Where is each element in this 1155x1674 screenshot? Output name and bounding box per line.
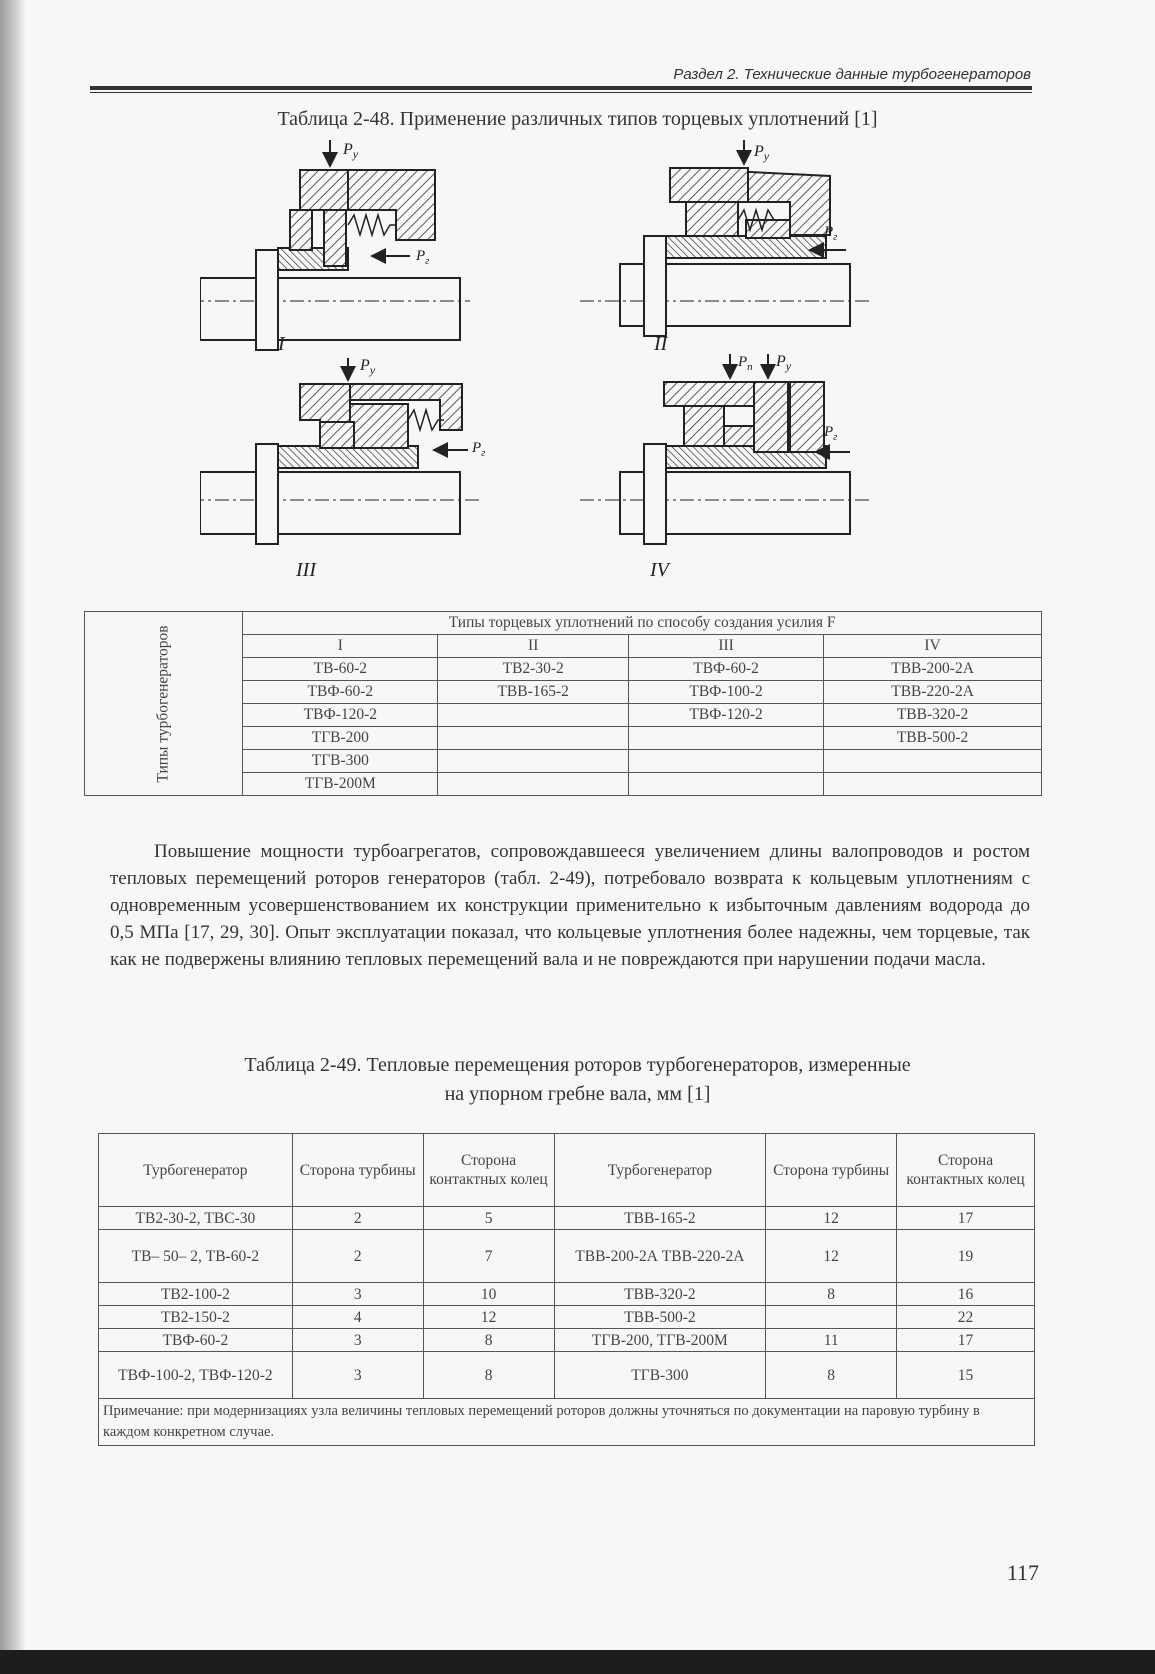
column-header: Сторона турбины [292, 1134, 423, 1207]
table-cell: ТВФ-60-2 [99, 1329, 293, 1352]
table-cell: ТВФ-120-2 [628, 704, 823, 727]
table-cell: ТВВ-500-2 [824, 727, 1042, 750]
svg-text:Pг: $P_г$ [824, 424, 838, 443]
table-2-48-header: Типы торцевых уплотнений по способу создания усилия F [243, 612, 1042, 635]
table-cell: ТВВ-165-2 [554, 1207, 766, 1230]
table-cell: ТВ2-30-2, ТВС-30 [99, 1207, 293, 1230]
table-cell: 2 [292, 1207, 423, 1230]
table-row [99, 1329, 1035, 1352]
table-cell: ТВВ-500-2 [554, 1306, 766, 1329]
column-header: I [243, 635, 438, 658]
table-2-49-caption-line2: на упорном гребне вала, мм [1] [444, 1083, 711, 1105]
table-cell: ТГВ-200М [243, 773, 438, 796]
table-cell: ТВФ-100-2 [628, 681, 823, 704]
scan-bottom-edge [0, 1650, 1155, 1674]
table-2-49 [98, 1133, 1035, 1446]
panel-label-II: II [654, 333, 668, 355]
svg-text:Pп: $P_п$ [738, 354, 753, 373]
table-cell: 3 [292, 1329, 423, 1352]
table-2-49-header-row [99, 1134, 1035, 1207]
table-cell: ТГВ-200, ТГВ-200М [554, 1329, 766, 1352]
svg-text:Pу: $P_у$ [754, 143, 770, 163]
table-cell [766, 1306, 897, 1329]
table-cell: ТВФ-60-2 [243, 681, 438, 704]
column-header: Турбогенератор [554, 1134, 766, 1207]
column-header: Сторона турбины [766, 1134, 897, 1207]
table-cell: 8 [766, 1283, 897, 1306]
table-cell: ТВ– 50– 2, ТВ-60-2 [99, 1230, 293, 1283]
table-cell: 8 [423, 1352, 554, 1399]
table-cell: ТВВ-320-2 [824, 704, 1042, 727]
table-cell: 4 [292, 1306, 423, 1329]
header-rule-thin [90, 92, 1032, 93]
table-cell: ТВ2-150-2 [99, 1306, 293, 1329]
seal-diagram-II [580, 140, 870, 355]
table-cell: 8 [766, 1352, 897, 1399]
header-rule [90, 86, 1032, 90]
table-cell: ТВВ-220-2А [824, 681, 1042, 704]
seal-diagrams [200, 140, 940, 580]
table-cell [438, 727, 629, 750]
table-cell [438, 704, 629, 727]
seal-diagrams-svg [200, 140, 940, 580]
table-note-row [99, 1399, 1035, 1446]
column-header: IV [824, 635, 1042, 658]
table-2-48 [84, 611, 1042, 796]
table-cell: ТГВ-300 [243, 750, 438, 773]
body-paragraph: Повышение мощности турбоагрегатов, сопровождавшееся увеличением длины валопроводов и ростом тепловых перемещений роторов генераторов (табл. 2-49), потребовало возврата к кольцевым уплотнениям с одновременным усовершенствованием их конструкции применительно к избыточным давлениям водорода до 0,5 МПа [17, 29, 30]. Опыт эксплуатации показал, что кольцевые уплотнения более надежны, чем торцевые, так как не подвержены влиянию тепловых перемещений вала и не повреждаются при нарушении подачи масла. [110, 841, 1030, 970]
seal-diagram-III [200, 357, 486, 580]
table-cell: ТГВ-300 [554, 1352, 766, 1399]
table-cell: ТГВ-200 [243, 727, 438, 750]
table-cell [438, 773, 629, 796]
table-row [99, 1306, 1035, 1329]
svg-text:Pг: $P_г$ [472, 440, 486, 459]
running-head: Раздел 2. Технические данные турбогенераторов [673, 66, 1031, 83]
table-cell: ТВФ-60-2 [628, 658, 823, 681]
seal-diagram-IV [580, 353, 870, 580]
table-cell: 15 [897, 1352, 1035, 1399]
table-cell: ТВ2-100-2 [99, 1283, 293, 1306]
column-header: III [628, 635, 823, 658]
column-header: Турбогенератор [99, 1134, 293, 1207]
table-cell [438, 750, 629, 773]
column-header: Сторона контактных колец [897, 1134, 1035, 1207]
table-cell: 16 [897, 1283, 1035, 1306]
table-cell: 17 [897, 1207, 1035, 1230]
table-2-49-caption-line1: Таблица 2-49. Тепловые перемещения роторов турбогенераторов, измеренные [244, 1054, 911, 1076]
table-cell: 3 [292, 1283, 423, 1306]
column-header: II [438, 635, 629, 658]
table-cell: ТВ-60-2 [243, 658, 438, 681]
table-cell: 12 [423, 1306, 554, 1329]
table-cell: 12 [766, 1230, 897, 1283]
table-2-48-caption: Таблица 2-48. Применение различных типов торцевых уплотнений [1] [277, 108, 878, 130]
side-header: Типы турбогенераторов [154, 624, 172, 783]
panel-label-III: III [296, 559, 316, 580]
table-note: Примечание: при модернизациях узла величины тепловых перемещений роторов должны уточняться по документации на паровую турбину в каждом конкретном случае. [99, 1399, 1035, 1446]
panel-label-IV: IV [650, 559, 669, 580]
svg-text:Pг: $P_г$ [824, 224, 838, 243]
table-cell: 8 [423, 1329, 554, 1352]
page-number: 117 [1006, 1560, 1039, 1585]
table-cell: ТВВ-165-2 [438, 681, 629, 704]
table-cell: 7 [423, 1230, 554, 1283]
table-cell [824, 773, 1042, 796]
table-cell: ТВВ-320-2 [554, 1283, 766, 1306]
table-cell: 3 [292, 1352, 423, 1399]
table-cell: ТВФ-120-2 [243, 704, 438, 727]
seal-diagram-I [200, 140, 470, 355]
table-row [99, 1283, 1035, 1306]
svg-text:Pу: $P_у$ [343, 141, 359, 161]
table-cell [628, 727, 823, 750]
panel-label-I: I [278, 333, 285, 355]
table-cell: 11 [766, 1329, 897, 1352]
svg-text:Pу: $P_у$ [776, 353, 792, 373]
svg-text:Pг: $P_г$ [416, 248, 430, 267]
table-cell: ТВВ-200-2А [824, 658, 1042, 681]
table-row [99, 1207, 1035, 1230]
table-cell: 2 [292, 1230, 423, 1283]
table-cell [824, 750, 1042, 773]
svg-text:Pу: $P_у$ [360, 357, 376, 377]
page-gutter-shadow [0, 0, 26, 1674]
table-cell: ТВВ-200-2А ТВВ-220-2А [554, 1230, 766, 1283]
table-cell: 22 [897, 1306, 1035, 1329]
column-header: Сторона контактных колец [423, 1134, 554, 1207]
table-cell: 12 [766, 1207, 897, 1230]
table-cell: 19 [897, 1230, 1035, 1283]
side-header-cell [85, 612, 243, 796]
table-cell: 5 [423, 1207, 554, 1230]
table-cell: 10 [423, 1283, 554, 1306]
table-cell [628, 773, 823, 796]
table-cell [628, 750, 823, 773]
table-cell: ТВ2-30-2 [438, 658, 629, 681]
table-cell: 17 [897, 1329, 1035, 1352]
table-cell: ТВФ-100-2, ТВФ-120-2 [99, 1352, 293, 1399]
